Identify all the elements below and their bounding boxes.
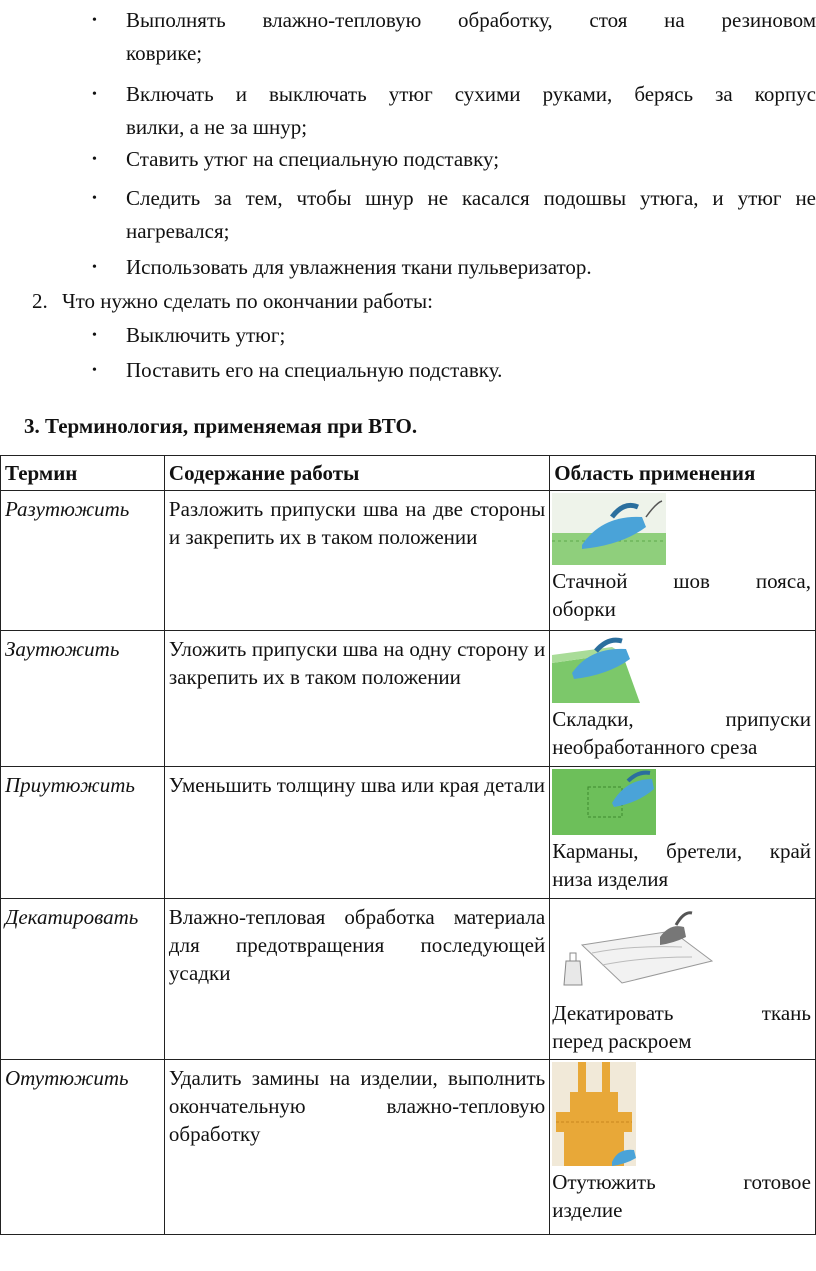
terminology-table <box>0 455 816 1235</box>
decatize-fabric-image <box>552 901 718 997</box>
header-area: Область применения <box>550 456 816 491</box>
content-cell: Влажно-тепловая обработка материала для предотвращения последующей усадки <box>164 899 549 1060</box>
bullet-icon: • <box>92 87 97 102</box>
bullet-icon: • <box>92 363 97 378</box>
header-term: Термин <box>1 456 165 491</box>
area-cell: Стачной шов пояса, оборки <box>550 491 816 631</box>
content-cell: Уменьшить толщину шва или края детали <box>164 767 549 899</box>
area-cell: Декатировать ткань перед раскроем <box>550 899 816 1060</box>
iron-on-pocket-image <box>552 769 656 835</box>
iron-on-fold-image <box>552 633 640 703</box>
content-cell: Уложить припуски шва на одну сторону и закрепить их в таком положении <box>164 631 549 767</box>
table-row <box>1 631 816 767</box>
term-cell: Декатировать <box>1 899 165 1060</box>
table-row <box>1 899 816 1060</box>
bullet-icon: • <box>92 328 97 343</box>
content-cell: Разложить припуски шва на две стороны и закрепить их в таком положении <box>164 491 549 631</box>
table-row <box>1 491 816 631</box>
term-cell: Отутюжить <box>1 1060 165 1235</box>
bullet-icon: • <box>92 191 97 206</box>
content-cell: Удалить замины на изделии, выполнить окончательную влажно-тепловую обработку <box>164 1060 549 1235</box>
area-cell: Карманы, бретели, край низа изделия <box>550 767 816 899</box>
term-cell: Разутюжить <box>1 491 165 631</box>
area-cell: Отутюжить готовое изделие <box>550 1060 816 1235</box>
iron-on-seam-image <box>552 493 666 565</box>
bullet-icon: • <box>92 152 97 167</box>
bullet-icon: • <box>92 13 97 28</box>
area-cell: Складки, припуски необработанного среза <box>550 631 816 767</box>
table-row <box>1 767 816 899</box>
section-heading: 3. Терминология, применяемая при ВТО. <box>24 414 418 438</box>
header-content: Содержание работы <box>164 456 549 491</box>
term-cell: Заутюжить <box>1 631 165 767</box>
bullet-icon: • <box>92 260 97 275</box>
term-cell: Приутюжить <box>1 767 165 899</box>
table-row <box>1 1060 816 1235</box>
table-header-row <box>1 456 816 491</box>
finished-garment-image <box>552 1062 636 1166</box>
